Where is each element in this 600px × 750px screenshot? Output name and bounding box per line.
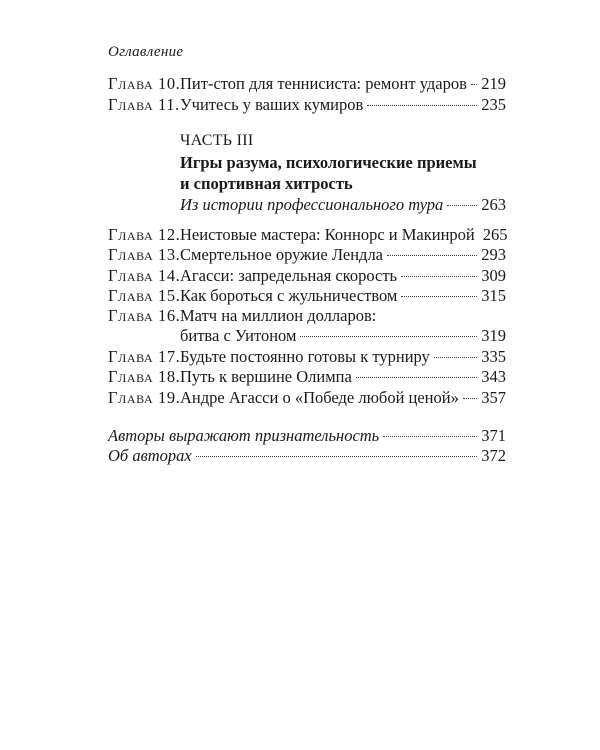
- dot-leader: [463, 398, 477, 399]
- chapter-label: Глава 18.: [108, 367, 181, 386]
- page-number: 343: [481, 367, 506, 386]
- chapter-label: Глава 10.: [108, 74, 181, 93]
- chapter-title: Учитесь у ваших кумиров: [180, 95, 364, 114]
- page-number: 293: [481, 245, 506, 264]
- chapter-title: Смертельное оружие Лендла: [180, 245, 384, 264]
- page-number: 371: [481, 426, 506, 445]
- dot-leader: [434, 357, 477, 358]
- chapter-title: Неистовые мастера: Коннорс и Макинрой: [180, 225, 475, 244]
- toc-entry-chapter-16[interactable]: [108, 306, 506, 326]
- toc-entry-chapter-15[interactable]: [108, 286, 506, 306]
- chapter-title: Матч на миллион долларов:: [180, 306, 377, 325]
- dot-leader: [356, 377, 477, 378]
- dot-leader: [401, 276, 477, 277]
- chapter-title: Пит-стоп для теннисиста: ремонт ударов: [180, 74, 467, 93]
- page-number: 357: [481, 388, 506, 407]
- chapter-title: Будьте постоянно готовы к турниру: [180, 347, 430, 366]
- toc-entry-chapter-14[interactable]: [108, 266, 506, 286]
- dot-leader: [300, 336, 477, 337]
- dot-leader: [447, 205, 477, 206]
- page-number: 335: [481, 347, 506, 366]
- toc-entry-chapter-12[interactable]: [108, 225, 506, 245]
- chapter-label: Глава 16.: [108, 306, 181, 325]
- part-title-line-1: Игры разума, психологические приемы: [180, 153, 477, 172]
- back-matter-title: Об авторах: [108, 446, 192, 465]
- dot-leader: [367, 105, 477, 106]
- chapter-label: Глава 13.: [108, 245, 181, 264]
- toc-entry-chapter-13[interactable]: [108, 245, 506, 265]
- toc-entry-chapter-11[interactable]: [108, 95, 506, 115]
- toc-entry-chapter-19[interactable]: [108, 388, 506, 408]
- back-matter-title: Авторы выражают признательность: [108, 426, 380, 445]
- chapter-label: Глава 11.: [108, 95, 180, 114]
- dot-leader: [387, 255, 477, 256]
- page-number: 309: [481, 266, 506, 285]
- dot-leader: [196, 456, 478, 457]
- dot-leader: [471, 84, 477, 85]
- chapter-label: Глава 19.: [108, 388, 181, 407]
- page-number: 263: [481, 195, 506, 214]
- toc-entry-about-authors[interactable]: [108, 446, 506, 466]
- dot-leader: [383, 436, 477, 437]
- chapter-title: Андре Агасси о «Победе любой ценой»: [180, 388, 459, 407]
- chapter-label: Глава 15.: [108, 286, 181, 305]
- part-intro-title: Из истории профессионального тура: [180, 195, 444, 214]
- toc-entry-chapter-16-continuation[interactable]: [108, 326, 506, 346]
- toc-entry-chapter-17[interactable]: [108, 347, 506, 367]
- part-title-line-2: и спортивная хитрость: [180, 174, 353, 193]
- running-head: Оглавление: [108, 44, 184, 60]
- chapter-label: Глава 12.: [108, 225, 181, 244]
- page-number: 219: [481, 74, 506, 93]
- page-number: 265: [482, 225, 508, 244]
- page-number: 315: [481, 286, 506, 305]
- chapter-title: Путь к вершине Олимпа: [180, 367, 352, 386]
- chapter-label: Глава 14.: [108, 266, 181, 285]
- dot-leader: [401, 296, 477, 297]
- chapter-label: Глава 17.: [108, 347, 181, 366]
- toc-entry-acknowledgements[interactable]: [108, 426, 506, 446]
- chapter-title: Агасси: запредельная скорость: [180, 266, 398, 285]
- part-label: ЧАСТЬ III: [180, 132, 254, 149]
- chapter-title: Как бороться с жульничеством: [180, 286, 398, 305]
- page-number: 372: [481, 446, 506, 465]
- page-number: 319: [481, 326, 506, 345]
- chapter-title-continuation: битва с Уитоном: [180, 326, 297, 345]
- toc-entry-part-intro[interactable]: [108, 195, 506, 215]
- page-number: 235: [481, 95, 506, 114]
- toc-entry-chapter-18[interactable]: [108, 367, 506, 387]
- toc-entry-chapter-10[interactable]: [108, 74, 506, 94]
